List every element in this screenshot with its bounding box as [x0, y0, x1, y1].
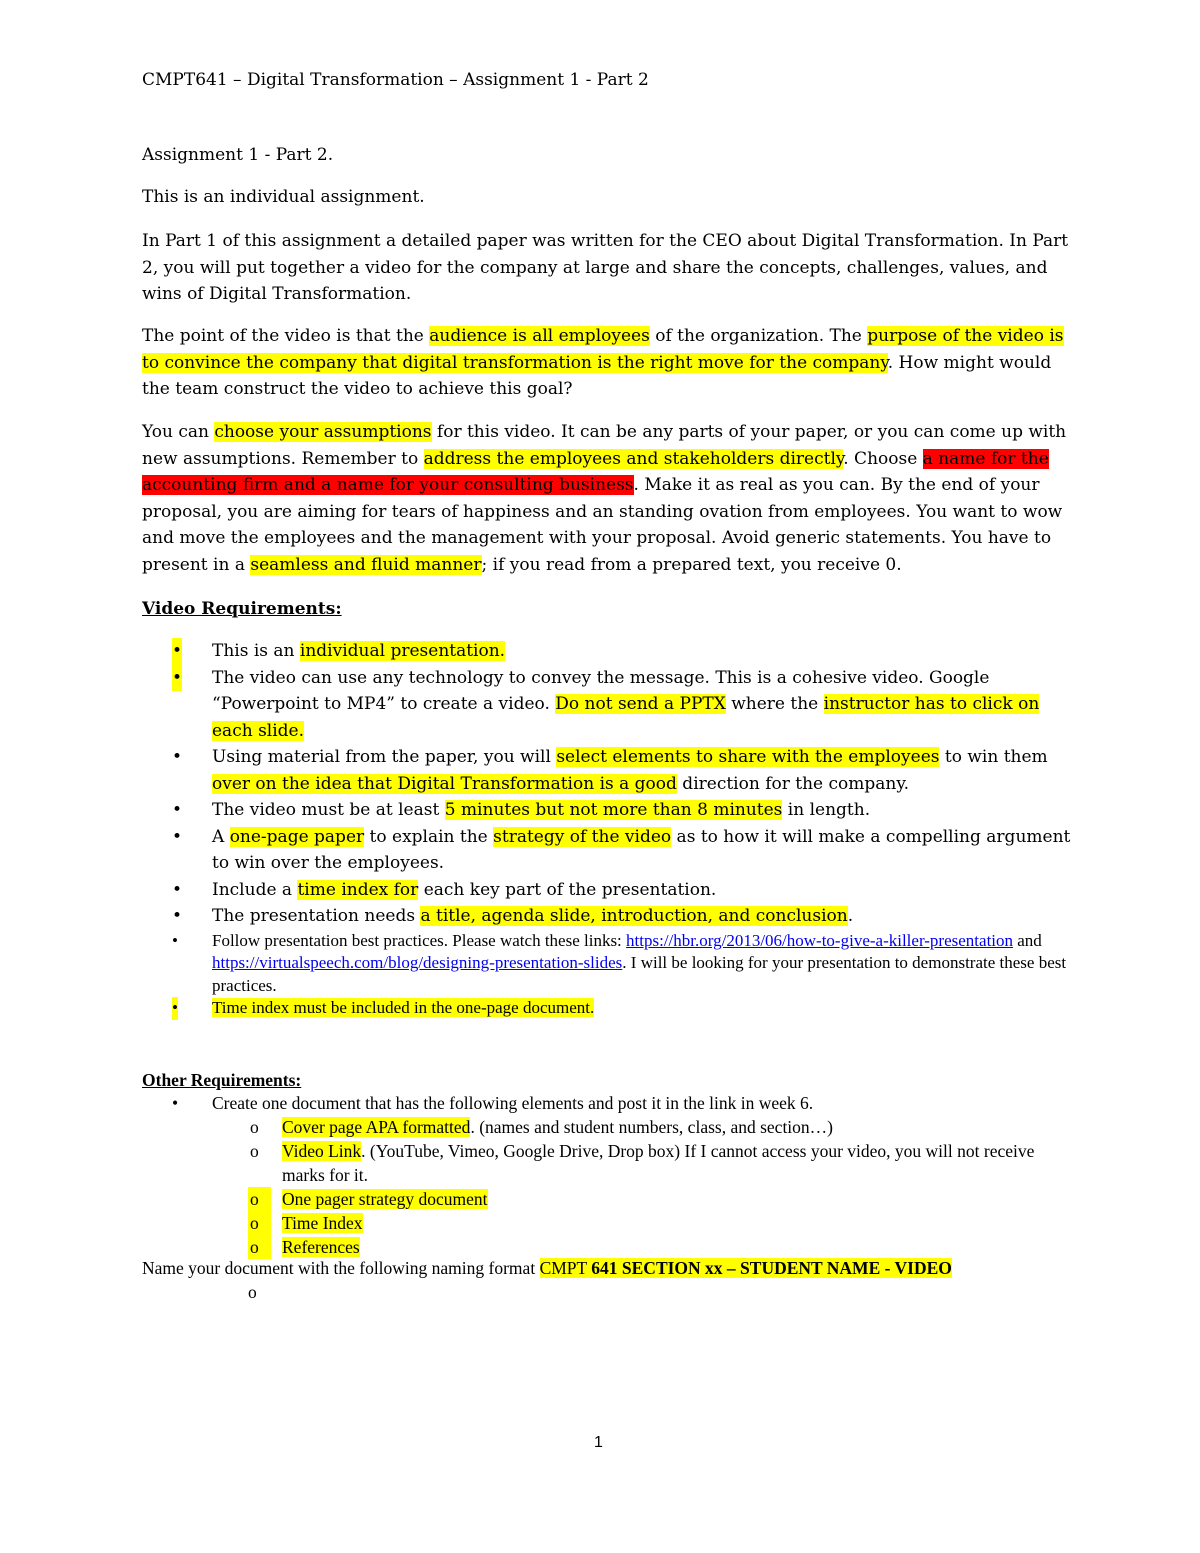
bullet-icon: •: [172, 800, 183, 820]
other-requirements-heading: Other Requirements:: [142, 1070, 302, 1090]
video-requirements-heading: Video Requirements:: [142, 599, 342, 619]
intro-paragraph: This is an individual assignment.: [142, 187, 425, 207]
highlight-audience: audience is all employees: [429, 326, 650, 346]
list-item: • A one-page paper to explain the strategy of the video as to how it will make a compelling argument to win over the employees.: [142, 824, 1072, 877]
list-item: o Video Link. (YouTube, Vimeo, Google Drive, Drop box) If I cannot access your video, you will not receive marks for it.: [250, 1141, 1035, 1185]
other-requirements-list: [142, 1091, 1072, 1259]
naming-format: Name your document with the following naming format CMPT 641 SECTION xx – STUDENT NAME - VIDEO: [142, 1258, 952, 1278]
list-item: o Cover page APA formatted. (names and student numbers, class, and section…): [250, 1117, 833, 1137]
bullet-icon: •: [172, 1093, 179, 1113]
page-number: 1: [594, 1434, 603, 1451]
paragraph-assumptions: You can choose your assumptions for this video. It can be any parts of your paper, or you can come up with new assumptions. Remember to address the employees and stakeholders directly. Choose a name for the accounting firm and a name for your consulting business. Make it as real as you can. By the end of your proposal, you are aiming for tears of happiness and an standing ovation from employees. You want to wow and move the employees and the management with your proposal. Avoid generic statements. You have to present in a seamless and fluid manner; if you read from a prepared text, you receive 0.: [142, 422, 1067, 575]
list-item: • Include a time index for each key part of the presentation.: [142, 877, 1072, 904]
assignment-title: Assignment 1 - Part 2.: [142, 145, 334, 165]
list-item: • Time index must be included in the one-page document.: [142, 997, 1072, 1020]
bullet-icon: •: [172, 747, 183, 767]
page-header: CMPT641 – Digital Transformation – Assignment 1 - Part 2: [142, 70, 649, 90]
paragraph-part1: In Part 1 of this assignment a detailed paper was written for the CEO about Digital Transformation. In Part 2, you will put together a video for the company at large and share the concepts, challenges, values, and wins of Digital Transformation.: [142, 231, 1069, 304]
link-virtualspeech[interactable]: https://virtualspeech.com/blog/designing-presentation-slides: [212, 953, 623, 972]
highlight-address: address the employees and stakeholders directly: [423, 448, 844, 469]
bullet-icon: •: [172, 930, 178, 950]
list-item: o References: [250, 1237, 360, 1257]
sub-bullet-icon: o: [250, 1117, 259, 1137]
list-item: o Time Index: [250, 1213, 363, 1233]
list-item: • Create one document that has the following elements and post it in the link in week 6.: [172, 1093, 814, 1113]
bullet-icon: •: [172, 879, 183, 900]
paragraph-video-point: The point of the video is that the audience is all employees of the organization. The purpose of the video is to convince the company that digital transformation is the right move for the company. How might would the team construct the video to achieve this goal?: [142, 326, 1064, 399]
highlight-purpose: purpose of the video is to convince the company that digital transformation is the right move for the company: [142, 326, 1064, 373]
list-item: o One pager strategy document: [250, 1189, 488, 1209]
bullet-icon: •: [172, 997, 178, 1020]
sub-bullet-icon: o: [250, 1141, 259, 1161]
bullet-icon: •: [172, 826, 183, 847]
bullet-icon: •: [172, 638, 182, 665]
sub-bullet-icon: o: [248, 1282, 257, 1302]
sub-bullet-icon: o: [248, 1187, 271, 1211]
list-item: • This is an individual presentation.: [142, 638, 1072, 665]
highlight-red-names: a name for the accounting firm and a name for your consulting business: [142, 448, 1049, 495]
bullet-icon: •: [172, 665, 182, 692]
sub-bullet-icon: o: [248, 1235, 271, 1259]
list-item: • The presentation needs a title, agenda slide, introduction, and conclusion.: [142, 903, 1072, 930]
highlight-seamless: seamless and fluid manner: [250, 554, 482, 575]
video-requirements-list: [142, 638, 1072, 1020]
list-item: • The video can use any technology to convey the message. This is a cohesive video. Google “Powerpoint to MP4” to create a video. Do not send a PPTX where the instructor has to click on each slide.: [142, 665, 1072, 745]
sub-bullet-icon: o: [248, 1211, 271, 1235]
list-item: • Follow presentation best practices. Please watch these links: https://hbr.org/2013/06/how-to-give-a-killer-presentation and https://virtualspeech.com/blog/designing-presentation-slides. I will be looking for your presentation to demonstrate these best practices.: [172, 930, 1067, 995]
list-item: • The video must be at least 5 minutes but not more than 8 minutes in length.: [142, 797, 1072, 824]
highlight-assumptions: choose your assumptions: [214, 422, 432, 442]
link-hbr[interactable]: https://hbr.org/2013/06/how-to-give-a-killer-presentation: [626, 930, 1014, 950]
bullet-icon: •: [172, 906, 183, 926]
list-item: • Using material from the paper, you will select elements to share with the employees to win them over on the idea that Digital Transformation is a good direction for the company.: [142, 744, 1072, 797]
